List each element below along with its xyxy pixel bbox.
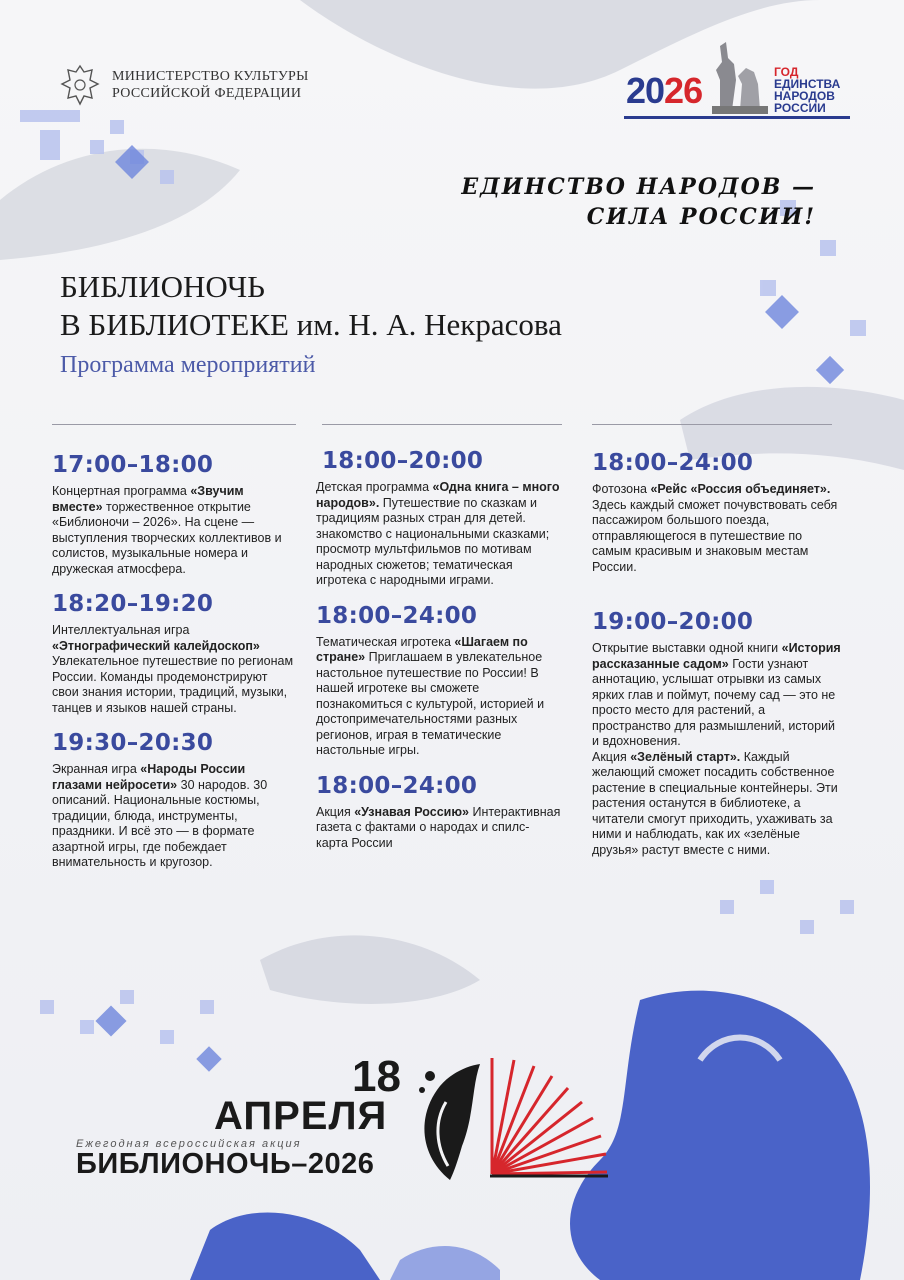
event-text: Приглашаем в увлекательное настольное путешествие по России! В нашей игротеке вы сможете познакомиться с культурой, историей и достопримечательностями разных регионов, играя в тематические настольные игры. (316, 650, 545, 757)
year-prefix: 20 (626, 70, 665, 111)
event-text: Интеллектуальная игра (52, 623, 190, 637)
page-title (60, 268, 562, 344)
event-title: «Звучим вместе» (52, 484, 244, 514)
event-title: «Народы России глазами нейросети» (52, 762, 246, 792)
ministry-block (58, 62, 309, 108)
slogan-line1: ЕДИНСТВО НАРОДОВ — (461, 174, 816, 200)
event-text: Фотозона (592, 482, 651, 496)
event-text: Гости узнают аннотацию, услышат отрывки из самых ярких глав и поймут, почему сад — это не просто место для растений, а пространство для размышлений, историй и вдохновения. (592, 656, 836, 748)
event-description (592, 641, 844, 858)
event-text: Интерактивная газета с фактами о народах и спилс-карта России (316, 804, 561, 850)
event-time: 17:00–18:00 (52, 452, 214, 478)
schedule-column-2 (316, 448, 561, 861)
event-text: Здесь каждый сможет почувствовать себя пассажиром большого поезда, отправляющегося в путешествие по самым красивым и знаковым местам России. (592, 497, 838, 574)
year-suffix: 26 (664, 70, 703, 111)
biblionoch-logo (72, 1052, 612, 1187)
ministry-line2: РОССИЙСКОЙ ФЕДЕРАЦИИ (112, 86, 302, 101)
event-text: 30 народов. 30 описаний. Национальные костюмы, традиции, блюда, инструменты, праздники. И всё это — в формате азартной игры, где побеждает внимательность и кругозор. (52, 777, 268, 869)
event-text: торжественное открытие «Библионочи – 2026». На сцене — выступления творческих коллективов и солистов, музыкальные номера и дружеская атмосфера. (52, 499, 282, 576)
schedule-column-1 (52, 452, 297, 881)
event-title: «Шагаем по стране» (316, 634, 528, 664)
event-time: 18:00–24:00 (592, 450, 754, 476)
event-item (52, 591, 297, 716)
event-description (316, 635, 561, 759)
event-item (52, 452, 297, 577)
event-text: Каждый желающий сможет посадить собственное растение в специальные контейнеры. Эти растения останутся в библиотеке, а читатели смогут приходить, ухаживать за ними и наблюдать, как их «зелёные друзья» растут вместе с ними. (592, 749, 838, 857)
emblem-icon (58, 62, 102, 108)
event-item (52, 730, 297, 871)
event-text: Экранная игра (52, 762, 141, 776)
schedule-column-3 (592, 450, 844, 868)
event-text: Путешествие по сказкам и традициям разных стран для детей. знакомство с национальными сказками; просмотр мультфильмов по мотивам народных сюжетов; тематическая игротека с народными играми. (316, 495, 550, 587)
title-line2: В БИБЛИОТЕКЕ им. Н. А. Некрасова (60, 307, 562, 342)
event-time: 18:00–24:00 (316, 602, 478, 629)
event-item (592, 609, 844, 858)
year-logo-underline (624, 116, 850, 119)
divider-col3 (592, 424, 832, 425)
year-label-line1: ГОД (774, 65, 799, 79)
year-number (626, 70, 702, 112)
event-time: 19:00–20:00 (592, 609, 754, 635)
event-description (52, 762, 297, 871)
event-title: «Рейс «Россия объединяет». (650, 482, 831, 496)
event-text: Концертная программа (52, 484, 191, 498)
divider-col1 (52, 424, 296, 425)
event-title: «Узнавая Россию» (354, 804, 469, 819)
event-title: «Зелёный старт». (630, 749, 741, 764)
event-time: 19:30–20:30 (52, 730, 214, 756)
divider-col2 (322, 424, 562, 425)
year-label-line2: ЕДИНСТВА (774, 77, 841, 91)
event-item (316, 603, 561, 759)
logo-day: 18 (352, 1052, 401, 1101)
year-label-line4: РОССИИ (774, 101, 826, 115)
year-label-line3: НАРОДОВ (774, 89, 835, 103)
page-subtitle: Программа мероприятий (60, 352, 316, 378)
year-of-unity-logo (624, 40, 854, 120)
logo-caption: Ежегодная всероссийская акция (76, 1138, 302, 1150)
year-label (774, 66, 854, 114)
event-text: Акция (316, 804, 355, 819)
event-text: Тематическая игротека (316, 634, 455, 649)
event-text: Детская программа (316, 480, 433, 494)
event-text: Акция (592, 749, 631, 764)
event-time: 18:20–19:20 (52, 591, 214, 617)
logo-name: БИБЛИОНОЧЬ–2026 (76, 1148, 375, 1180)
event-text: Увлекательное путешествие по регионам России. Команды продемонстрируют свои знания истории, традиций, музыки, танцев и языков нашей страны. (52, 654, 294, 715)
event-item (316, 448, 561, 589)
monument-icon (706, 40, 774, 114)
event-description (316, 480, 561, 589)
event-description (316, 805, 561, 852)
event-time: 18:00–24:00 (316, 772, 478, 799)
title-line1: БИБЛИОНОЧЬ (60, 269, 265, 304)
event-item (592, 450, 844, 575)
event-description (52, 623, 297, 716)
event-item (316, 773, 561, 852)
slogan (461, 172, 816, 232)
event-title: «Этнографический калейдоскоп» (52, 638, 260, 653)
slogan-line2: СИЛА РОССИИ! (586, 204, 816, 230)
event-description (592, 482, 844, 575)
book-fan-icon (490, 1056, 608, 1178)
event-time: 18:00–20:00 (322, 448, 484, 474)
logo-month: АПРЕЛЯ (214, 1094, 388, 1138)
event-title: «Одна книга – много народов». (316, 480, 560, 510)
event-description (52, 484, 297, 577)
ministry-line1: МИНИСТЕРСТВО КУЛЬТУРЫ (112, 69, 309, 84)
leaf-ornament-icon (410, 1056, 490, 1184)
event-text: Открытие выставки одной книги (592, 641, 782, 655)
event-title: «История рассказанные садом» (592, 641, 841, 671)
